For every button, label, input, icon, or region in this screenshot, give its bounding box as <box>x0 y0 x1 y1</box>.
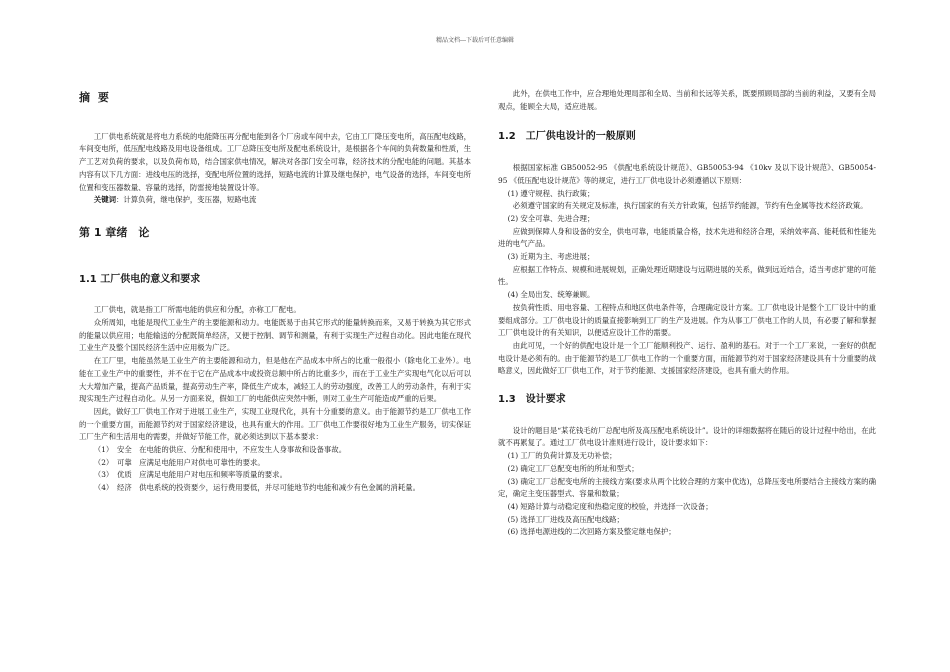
sec11-paragraph-1: 工厂供电，就是指工厂所需电能的供应和分配，亦称工厂配电。 <box>93 305 301 315</box>
page-header-note: 精品文档---下载后可任意编辑 <box>435 37 515 44</box>
principle-line: (1) 遵守规程、执行政策； <box>507 188 595 198</box>
design-item: (4) 短路计算与动稳定度和热稳定度的校验，并选择一次设备； <box>507 501 713 511</box>
requirement-item-4: （4） 经济 供电系统的投资要少，运行费用要低，并尽可能地节约电能和减少有色金属的消耗量。 <box>93 483 420 493</box>
keywords-label: 关键词 <box>93 195 116 205</box>
design-item: (2) 确定工厂总配变电所的所址和型式； <box>507 463 639 473</box>
design-item: (5) 选择工厂进线及高压配电线路； <box>507 514 624 524</box>
abstract-title: 摘 要 <box>79 91 111 104</box>
left-column <box>79 92 471 495</box>
sec11-paragraph-4: 因此，做好工厂供电工作对于进展工业生产，实现工业现代化，具有十分重要的意义。由于能源节约是工厂供电工作的一个重要方面，而能源节约对于国家经济建设，也具有重大的作用。工厂供电工作要很好地为工业生产服务，切实保证工厂生产和生活用电的需要，并做好节能工作，就必须达到以下基本要求： <box>79 406 471 442</box>
principle-line: 应根据工作特点、规模和进展规划，正确处理近期建设与远期进展的关系，做到远近结合，适当考虑扩建的可能性。 <box>498 264 876 287</box>
sec11-paragraph-3: 在工厂里，电能虽然是工业生产的主要能源和动力，但是他在产品成本中所占的比重一般很小（除电化工业外）。电能在工业生产中的重要性，并不在于它在产品成本中或投资总额中所占的比重多少，而在于工业生产实现电气化以后可以大大增加产量，提高产品质量，提高劳动生产率，降低生产成本，减轻工人的劳动强度，改善工人的劳动条件，有利于实现实现生产过程自动化。从另一方面来说，假如工厂的电能供应突然中断，则对工业生产可能造成严重的后果。 <box>79 356 471 404</box>
right-column <box>498 88 876 539</box>
principle-line: 应做到保障人身和设备的安全，供电可靠，电能质量合格，技术先进和经济合理，采纳效率高、能耗低和性能先进的电气产品。 <box>498 226 876 249</box>
chapter-title: 第 1 章绪 论 <box>79 225 150 239</box>
sec12-conclusion: 由此可见，一个好的供配电设计是一个工厂能顺利投产、运行、盈利的基石。对于一个工厂来说，一套好的供配电设计是必须有的。由于能源节约是工厂供电工作的一个重要方面，而能源节约对于国家经济建设具有十分重要的战略意义，因此做好工厂供电工作，对于节约能源、支援国家经济建设，也具有重大的作用。 <box>498 340 876 376</box>
requirement-item-3: （3） 优质 应满足电能用户对电压和频率等质量的要求。 <box>93 470 287 480</box>
principle-line: 按负荷性质、用电容量、工程特点和地区供电条件等，合理确定设计方案。工厂供电设计是整个工厂设计中的重要组成部分。工厂供电设计的质量直接影响到工厂的生产及进展。作为从事工厂供电工作的人员，有必要了解和掌握工厂供电设计的有关知识，以便适应设计工作的需要。 <box>498 302 876 338</box>
design-item: (1) 工厂的负荷计算及无功补偿； <box>507 451 617 461</box>
sec12-intro: 根据国家标准 GB50052-95 《供配电系统设计规范》、GB50053-94 《10kv 及以下设计规范》、GB50054-95 《低压配电设计规范》等的规定，进行工厂供电设计必须遵循以下原则： <box>498 163 876 185</box>
keywords-line <box>79 194 471 207</box>
section-1-2-title: 1.2 工厂供电设计的一般原则 <box>498 131 636 143</box>
design-item: (3) 确定工厂总配变电所的主接线方案(要求从两个比较合理的方案中优选)，总降压变电所要结合主接线方案的确定，确定主变压器型式、容量和数量； <box>498 476 876 499</box>
section-1-1-title: 1.1 工厂供电的意义和要求 <box>79 273 201 285</box>
requirement-item-1: （1） 安全 在电能的供应、分配和使用中，不应发生人身事故和设备事故。 <box>93 445 347 455</box>
principle-line: (4) 全局出发、统筹兼顾。 <box>507 290 595 300</box>
principle-line: (3) 近期为主、考虑进展； <box>507 252 595 262</box>
design-item: (6) 选择电源进线的二次回路方案及整定继电保护； <box>507 527 676 537</box>
continued-paragraph: 此外，在供电工作中，应合理地处理局部和全局、当前和长远等关系，既要照顾局部的当前的利益，又要有全局观点，能顾全大局，适应进展。 <box>498 89 876 111</box>
requirement-item-2: （2） 可靠 应满足电能用户对供电可靠性的要求。 <box>93 457 265 467</box>
principle-line: 必须遵守国家的有关规定及标准，执行国家的有关方针政策，包括节约能源，节约有色金属等技术经济政策。 <box>512 201 868 211</box>
section-1-3-title: 1.3 设计要求 <box>498 394 566 406</box>
sec11-paragraph-2: 众所周知，电能是现代工业生产的主要能源和动力。电能既易于由其它形式的能量转换而来，又易于转换为其它形式的能量以供应用；电能输送的分配既简单经济，又便于控制、调节和测量，有利于实现生产过程自动化。因此电能在现代工业生产及整个国民经济生活中应用极为广泛。 <box>79 318 471 353</box>
abstract-text: 工厂供电系统就是将电力系统的电能降压再分配电能到各个厂房或车间中去，它由工厂降压变电所，高压配电线路，车间变电所，低压配电线路及用电设备组成。工厂总降压变电所及配电系统设计，是根据各个车间的负荷数量和性质，生产工艺对负荷的要求，以及负荷布局，结合国家供电情况，解决对各部门安全可靠，经济技术的分配电能的问题。其基本内容有以下几方面：进线电压的选择，变配电所位置的选择，短路电流的计算及继电保护，电气设备的选择，车间变电所位置和变压器数量、容量的选择，防雷接地装置设计等。 <box>79 131 471 192</box>
sec13-intro: 设计的题目是“某花钱毛纺厂总配电所及高压配电系统设计”。设计的详细数据将在随后的设计过程中给出，在此就不再累复了。通过工厂供电设计准则进行设计，设计要求如下： <box>498 425 876 448</box>
principle-line: (2) 安全可靠、先进合理； <box>507 213 595 223</box>
keywords-text: ：计算负荷，继电保护，变压器，短路电流 <box>115 195 257 205</box>
